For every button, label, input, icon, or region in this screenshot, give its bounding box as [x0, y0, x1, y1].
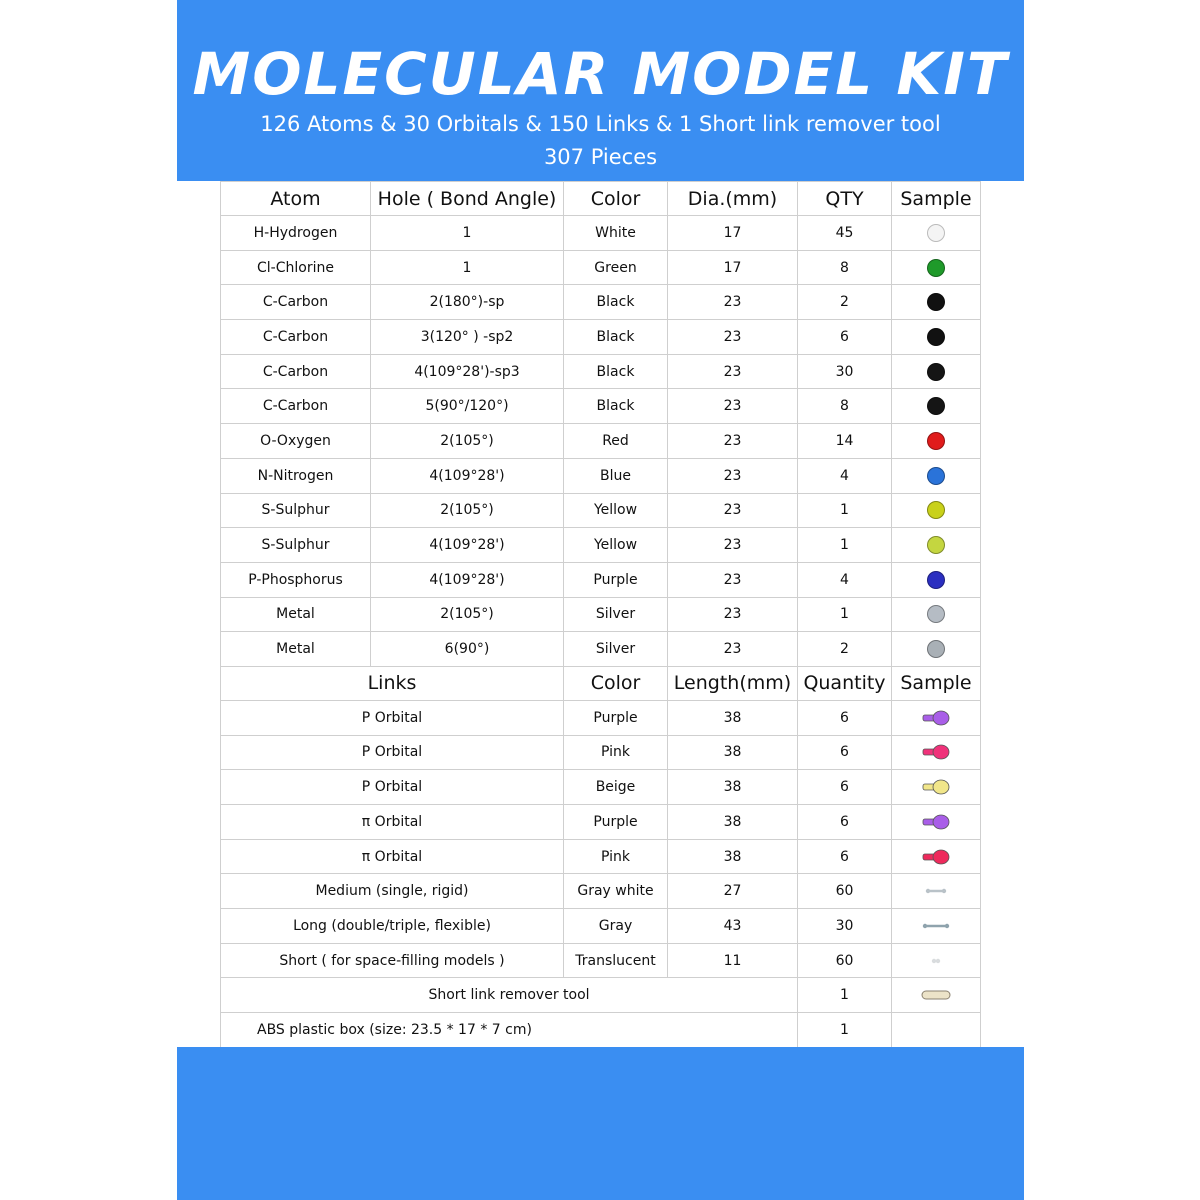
header-color: Color — [564, 182, 668, 216]
atom-row — [221, 458, 981, 493]
remover-tool-icon — [920, 988, 952, 1002]
black-atom-icon — [927, 293, 945, 311]
atom-name: Metal — [221, 597, 371, 632]
link-qty: 30 — [798, 909, 892, 944]
link-length: 38 — [668, 735, 798, 770]
atom-qty: 30 — [798, 354, 892, 389]
atom-name: H-Hydrogen — [221, 216, 371, 251]
long-link-icon — [921, 919, 951, 933]
atom-row — [221, 528, 981, 563]
atom-sample — [892, 354, 981, 389]
link-name: Long (double/triple, flexible) — [221, 909, 564, 944]
link-qty: 6 — [798, 735, 892, 770]
atom-sample — [892, 632, 981, 667]
atom-row — [221, 285, 981, 320]
link-sample — [892, 943, 981, 978]
product-card — [177, 0, 1024, 1200]
atom-sample — [892, 285, 981, 320]
header-length: Length(mm) — [668, 666, 798, 700]
atom-color: Black — [564, 389, 668, 424]
link-length: 27 — [668, 874, 798, 909]
atom-sample — [892, 389, 981, 424]
link-row — [221, 805, 981, 840]
atom-row — [221, 424, 981, 459]
atom-color: Black — [564, 320, 668, 355]
atom-row — [221, 632, 981, 667]
atom-sample — [892, 597, 981, 632]
link-sample — [892, 770, 981, 805]
link-color: Pink — [564, 839, 668, 874]
subtitle-contents: 126 Atoms & 30 Orbitals & 150 Links & 1 Short link remover tool — [260, 112, 941, 136]
link-row — [221, 943, 981, 978]
link-sample — [892, 874, 981, 909]
atom-hole: 2(105°) — [371, 597, 564, 632]
atom-color: Blue — [564, 458, 668, 493]
link-length: 38 — [668, 700, 798, 735]
pink-orbital-icon — [921, 742, 951, 762]
atom-diameter: 23 — [668, 597, 798, 632]
atom-color: Green — [564, 250, 668, 285]
atom-row — [221, 216, 981, 251]
atom-qty: 4 — [798, 562, 892, 597]
link-row — [221, 735, 981, 770]
atom-color: Black — [564, 354, 668, 389]
link-color: Gray — [564, 909, 668, 944]
link-color: Purple — [564, 700, 668, 735]
link-name: P Orbital — [221, 770, 564, 805]
atom-hole: 4(109°28')-sp3 — [371, 354, 564, 389]
atom-row — [221, 354, 981, 389]
atom-name: C-Carbon — [221, 354, 371, 389]
page-title: MOLECULAR MODEL KIT — [192, 40, 1009, 108]
atom-hole: 4(109°28') — [371, 458, 564, 493]
link-name: P Orbital — [221, 700, 564, 735]
black-atom-icon — [927, 328, 945, 346]
atom-diameter: 23 — [668, 493, 798, 528]
atom-row — [221, 320, 981, 355]
silver-atom-icon — [927, 605, 945, 623]
atom-color: Silver — [564, 597, 668, 632]
kit-table — [220, 181, 981, 1048]
silver-atom-icon — [927, 640, 945, 658]
atom-name: O-Oxygen — [221, 424, 371, 459]
purple-orbital-icon — [921, 812, 951, 832]
link-sample — [892, 700, 981, 735]
atom-qty: 2 — [798, 632, 892, 667]
atom-qty: 14 — [798, 424, 892, 459]
kit-table-body — [221, 182, 981, 1048]
header-hole: Hole ( Bond Angle) — [371, 182, 564, 216]
medium-link-icon — [921, 884, 951, 898]
atom-diameter: 23 — [668, 354, 798, 389]
footer-banner — [177, 1047, 1024, 1200]
link-color: Purple — [564, 805, 668, 840]
atom-qty: 45 — [798, 216, 892, 251]
link-qty: 6 — [798, 805, 892, 840]
atom-name: Metal — [221, 632, 371, 667]
atom-hole: 1 — [371, 250, 564, 285]
atom-hole: 1 — [371, 216, 564, 251]
atom-diameter: 23 — [668, 632, 798, 667]
atom-hole: 4(109°28') — [371, 528, 564, 563]
links-header-row — [221, 666, 981, 700]
atom-name: C-Carbon — [221, 285, 371, 320]
atom-diameter: 17 — [668, 250, 798, 285]
link-length: 11 — [668, 943, 798, 978]
atom-name: Cl-Chlorine — [221, 250, 371, 285]
purple-orbital-icon — [921, 708, 951, 728]
atom-hole: 2(105°) — [371, 493, 564, 528]
atom-qty: 1 — [798, 597, 892, 632]
header-links: Links — [221, 666, 564, 700]
atom-hole: 4(109°28') — [371, 562, 564, 597]
subtitle-piece-count: 307 Pieces — [543, 145, 658, 169]
link-row — [221, 770, 981, 805]
atom-sample — [892, 458, 981, 493]
link-color: Gray white — [564, 874, 668, 909]
extra-qty: 1 — [798, 978, 892, 1013]
atoms-header-row — [221, 182, 981, 216]
link-name: π Orbital — [221, 805, 564, 840]
atom-sample — [892, 320, 981, 355]
header-quantity: Quantity — [798, 666, 892, 700]
atom-color: Silver — [564, 632, 668, 667]
atom-row — [221, 562, 981, 597]
atom-qty: 2 — [798, 285, 892, 320]
atom-row — [221, 250, 981, 285]
atom-hole: 2(105°) — [371, 424, 564, 459]
link-row — [221, 909, 981, 944]
atom-hole: 3(120° ) -sp2 — [371, 320, 564, 355]
atom-qty: 8 — [798, 389, 892, 424]
link-length: 38 — [668, 805, 798, 840]
yellow-atom-icon — [927, 501, 945, 519]
atom-qty: 4 — [798, 458, 892, 493]
white-atom-icon — [927, 224, 945, 242]
atom-row — [221, 597, 981, 632]
green-atom-icon — [927, 259, 945, 277]
atom-color: Yellow — [564, 493, 668, 528]
link-qty: 60 — [798, 943, 892, 978]
purple-atom-icon — [927, 571, 945, 589]
atom-color: Red — [564, 424, 668, 459]
atom-color: White — [564, 216, 668, 251]
extra-row — [221, 1013, 981, 1048]
black-atom-icon — [927, 363, 945, 381]
atom-diameter: 23 — [668, 285, 798, 320]
link-qty: 6 — [798, 839, 892, 874]
atom-sample — [892, 493, 981, 528]
atom-sample — [892, 562, 981, 597]
link-color: Pink — [564, 735, 668, 770]
blue-atom-icon — [927, 467, 945, 485]
atom-diameter: 23 — [668, 458, 798, 493]
header-link-sample: Sample — [892, 666, 981, 700]
link-qty: 6 — [798, 700, 892, 735]
header-banner — [177, 0, 1024, 181]
link-color: Translucent — [564, 943, 668, 978]
atom-diameter: 23 — [668, 424, 798, 459]
atom-diameter: 23 — [668, 389, 798, 424]
link-color: Beige — [564, 770, 668, 805]
atom-qty: 6 — [798, 320, 892, 355]
header-qty: QTY — [798, 182, 892, 216]
link-sample — [892, 805, 981, 840]
link-length: 43 — [668, 909, 798, 944]
header-atom: Atom — [221, 182, 371, 216]
red-atom-icon — [927, 432, 945, 450]
atom-name: C-Carbon — [221, 320, 371, 355]
link-row — [221, 874, 981, 909]
atom-color: Yellow — [564, 528, 668, 563]
link-qty: 60 — [798, 874, 892, 909]
beige-orbital-icon — [921, 777, 951, 797]
black-atom-icon — [927, 397, 945, 415]
atom-diameter: 23 — [668, 320, 798, 355]
link-qty: 6 — [798, 770, 892, 805]
atom-sample — [892, 216, 981, 251]
atom-sample — [892, 528, 981, 563]
atom-name: S-Sulphur — [221, 528, 371, 563]
atom-diameter: 17 — [668, 216, 798, 251]
link-sample — [892, 839, 981, 874]
extra-name: Short link remover tool — [221, 978, 798, 1013]
atom-qty: 8 — [798, 250, 892, 285]
header-sample: Sample — [892, 182, 981, 216]
atom-color: Black — [564, 285, 668, 320]
atom-name: P-Phosphorus — [221, 562, 371, 597]
header-link-color: Color — [564, 666, 668, 700]
atom-qty: 1 — [798, 528, 892, 563]
atom-name: S-Sulphur — [221, 493, 371, 528]
extra-row — [221, 978, 981, 1013]
link-name: Medium (single, rigid) — [221, 874, 564, 909]
link-name: π Orbital — [221, 839, 564, 874]
atom-row — [221, 389, 981, 424]
atom-hole: 5(90°/120°) — [371, 389, 564, 424]
link-row — [221, 700, 981, 735]
atom-row — [221, 493, 981, 528]
link-name: P Orbital — [221, 735, 564, 770]
short-link-icon — [921, 954, 951, 968]
atom-diameter: 23 — [668, 562, 798, 597]
atom-qty: 1 — [798, 493, 892, 528]
link-sample — [892, 735, 981, 770]
pink-orbital-icon — [921, 847, 951, 867]
extra-sample — [892, 1013, 981, 1048]
link-row — [221, 839, 981, 874]
link-sample — [892, 909, 981, 944]
atom-color: Purple — [564, 562, 668, 597]
atom-diameter: 23 — [668, 528, 798, 563]
extra-name: ABS plastic box (size: 23.5 * 17 * 7 cm) — [221, 1013, 798, 1048]
link-name: Short ( for space-filling models ) — [221, 943, 564, 978]
link-length: 38 — [668, 839, 798, 874]
atom-name: C-Carbon — [221, 389, 371, 424]
atom-sample — [892, 250, 981, 285]
link-length: 38 — [668, 770, 798, 805]
atom-hole: 2(180°)-sp — [371, 285, 564, 320]
atom-sample — [892, 424, 981, 459]
yellow-atom-icon — [927, 536, 945, 554]
atom-hole: 6(90°) — [371, 632, 564, 667]
header-diameter: Dia.(mm) — [668, 182, 798, 216]
extra-qty: 1 — [798, 1013, 892, 1048]
extra-sample — [892, 978, 981, 1013]
atom-name: N-Nitrogen — [221, 458, 371, 493]
